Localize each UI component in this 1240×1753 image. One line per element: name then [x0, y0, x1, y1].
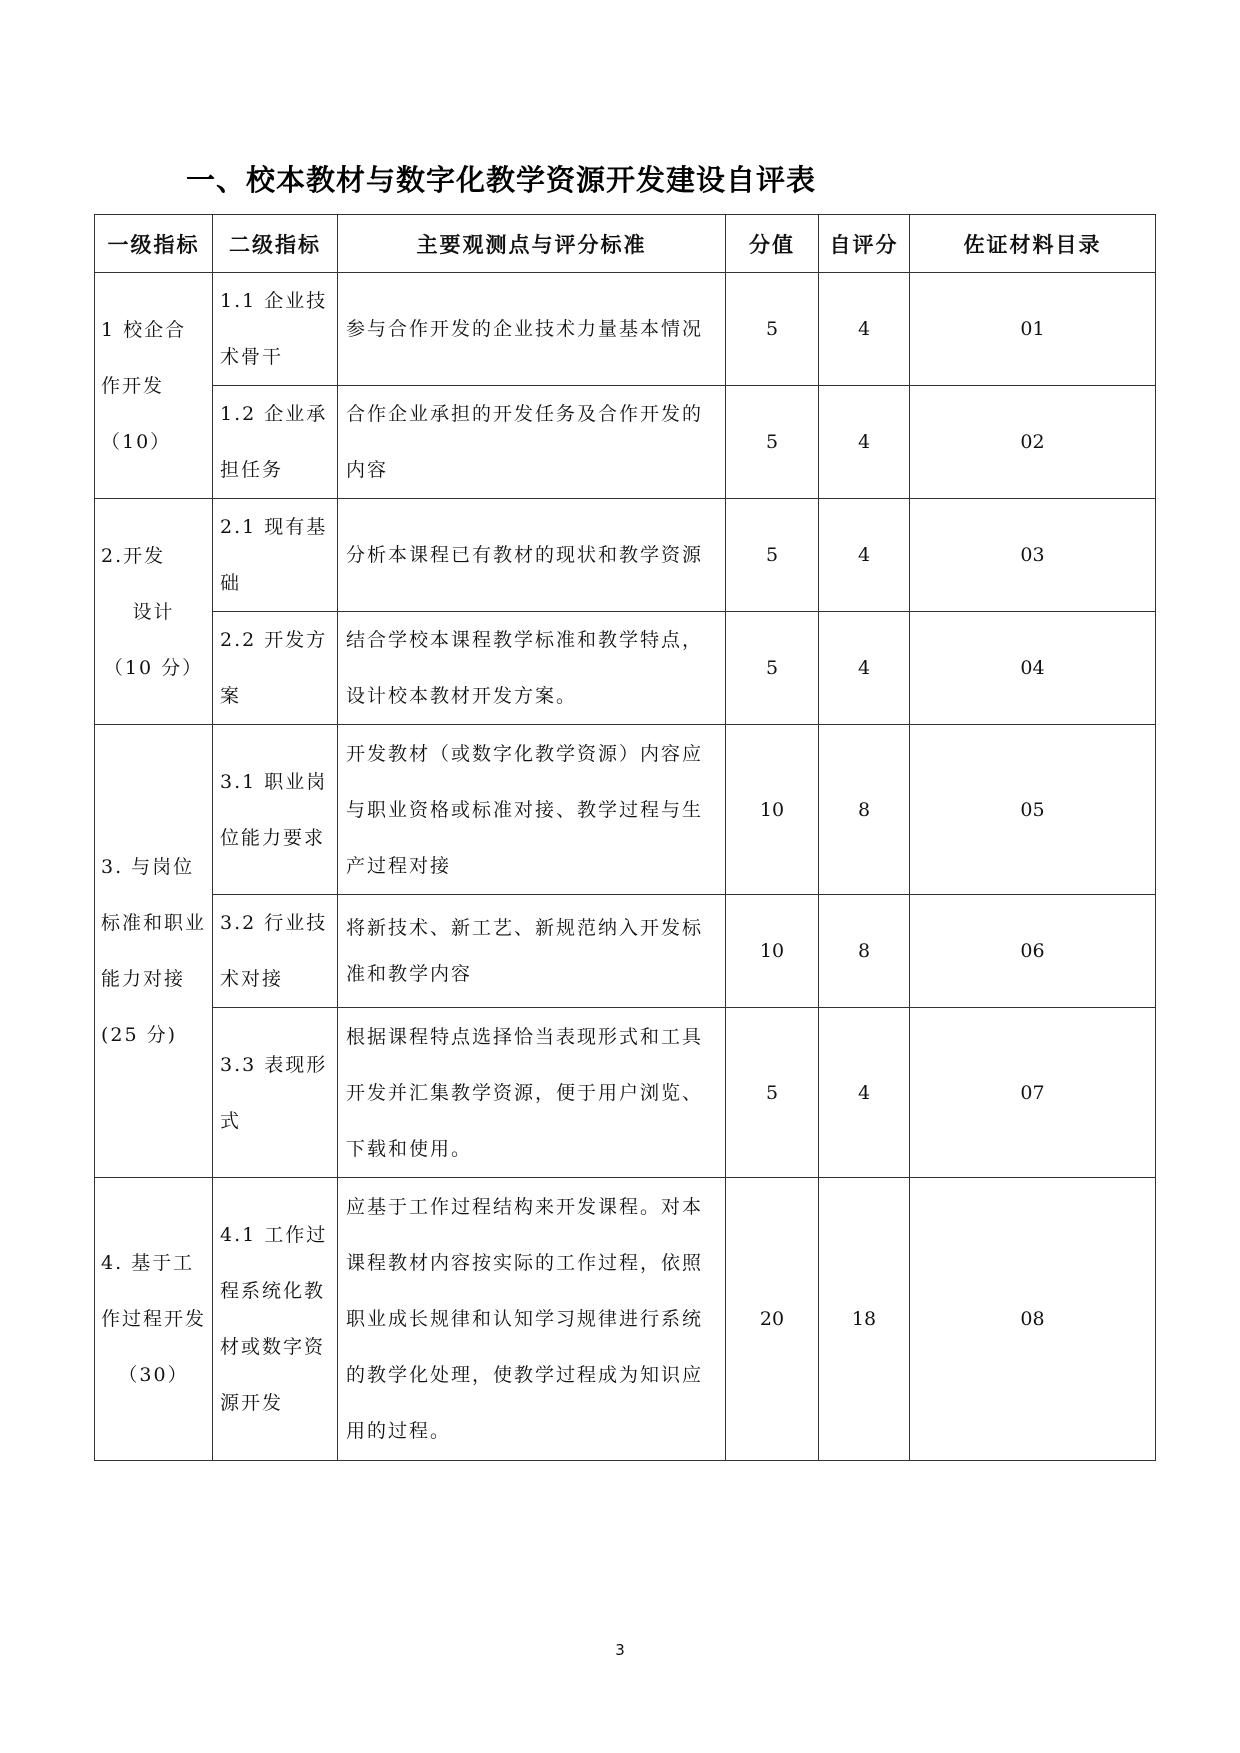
- level1-cell: [95, 273, 213, 499]
- evidence-cell: 06: [910, 895, 1156, 1008]
- self-score-cell: 4: [819, 612, 910, 725]
- score-cell: 5: [726, 273, 819, 386]
- level2-cell: 2.2 开发方案: [213, 612, 338, 725]
- standard-cell: 结合学校本课程教学标准和教学特点，设计校本教材开发方案。: [338, 612, 726, 725]
- level1-cell: [95, 1178, 213, 1461]
- level2-cell: 4.1 工作过程系统化教材或数字资源开发: [213, 1178, 338, 1461]
- standard-cell: 将新技术、新工艺、新规范纳入开发标准和教学内容: [338, 895, 726, 1008]
- header-level1: 一级指标: [95, 215, 213, 273]
- evidence-cell: 04: [910, 612, 1156, 725]
- self-score-cell: 18: [819, 1178, 910, 1461]
- level1-cell: [95, 725, 213, 1178]
- self-score-cell: 8: [819, 895, 910, 1008]
- page-number: 3: [615, 1641, 625, 1659]
- level1-text: 3. 与岗位标准和职业能力对接 (25 分): [101, 856, 207, 1046]
- table-row: [95, 386, 1156, 499]
- header-level2: 二级指标: [213, 215, 338, 273]
- standard-cell: 参与合作开发的企业技术力量基本情况: [338, 273, 726, 386]
- evidence-cell: 03: [910, 499, 1156, 612]
- level2-cell: 3.3 表现形式: [213, 1008, 338, 1178]
- self-score-cell: 4: [819, 273, 910, 386]
- header-score: 分值: [726, 215, 819, 273]
- score-cell: 5: [726, 612, 819, 725]
- self-score-cell: 4: [819, 499, 910, 612]
- evidence-cell: 01: [910, 273, 1156, 386]
- level2-cell: 3.2 行业技术对接: [213, 895, 338, 1008]
- score-cell: 10: [726, 725, 819, 895]
- evidence-cell: 08: [910, 1178, 1156, 1461]
- table-row: [95, 499, 1156, 612]
- level1-text: 4. 基于工作过程开发 （30）: [101, 1252, 207, 1386]
- evidence-cell: 07: [910, 1008, 1156, 1178]
- level1-cell: [95, 499, 213, 725]
- table-row: [95, 725, 1156, 895]
- header-evidence: 佐证材料目录: [910, 215, 1156, 273]
- standard-cell: 根据课程特点选择恰当表现形式和工具开发并汇集教学资源，便于用户浏览、下载和使用。: [338, 1008, 726, 1178]
- score-cell: 5: [726, 386, 819, 499]
- level2-cell: 1.2 企业承担任务: [213, 386, 338, 499]
- standard-cell: 应基于工作过程结构来开发课程。对本课程教材内容按实际的工作过程，依照职业成长规律和认知学习规律进行系统的教学化处理，使教学过程成为知识应用的过程。: [338, 1178, 726, 1461]
- score-cell: 5: [726, 1008, 819, 1178]
- header-standard: 主要观测点与评分标准: [338, 215, 726, 273]
- table-row: [95, 895, 1156, 1008]
- level2-cell: 2.1 现有基础: [213, 499, 338, 612]
- table-row: [95, 273, 1156, 386]
- score-cell: 20: [726, 1178, 819, 1461]
- score-cell: 10: [726, 895, 819, 1008]
- level2-cell: 1.1 企业技术骨干: [213, 273, 338, 386]
- table-row: [95, 1178, 1156, 1461]
- level1-text: 2.开发 设计 （10 分）: [101, 544, 204, 679]
- standard-cell: 合作企业承担的开发任务及合作开发的内容: [338, 386, 726, 499]
- self-evaluation-table: [94, 214, 1156, 1461]
- level1-text: 1 校企合作开发（10）: [101, 318, 187, 453]
- self-score-cell: 4: [819, 386, 910, 499]
- level2-cell: 3.1 职业岗位能力要求: [213, 725, 338, 895]
- standard-cell: 开发教材（或数字化教学资源）内容应与职业资格或标准对接、教学过程与生产过程对接: [338, 725, 726, 895]
- evidence-cell: 02: [910, 386, 1156, 499]
- page-title: 一、校本教材与数字化教学资源开发建设自评表: [186, 163, 817, 197]
- table-row: [95, 612, 1156, 725]
- self-score-cell: 8: [819, 725, 910, 895]
- standard-cell: 分析本课程已有教材的现状和教学资源: [338, 499, 726, 612]
- evidence-cell: 05: [910, 725, 1156, 895]
- header-self-score: 自评分: [819, 215, 910, 273]
- score-cell: 5: [726, 499, 819, 612]
- self-score-cell: 4: [819, 1008, 910, 1178]
- table-header-row: [95, 215, 1156, 273]
- table-row: [95, 1008, 1156, 1178]
